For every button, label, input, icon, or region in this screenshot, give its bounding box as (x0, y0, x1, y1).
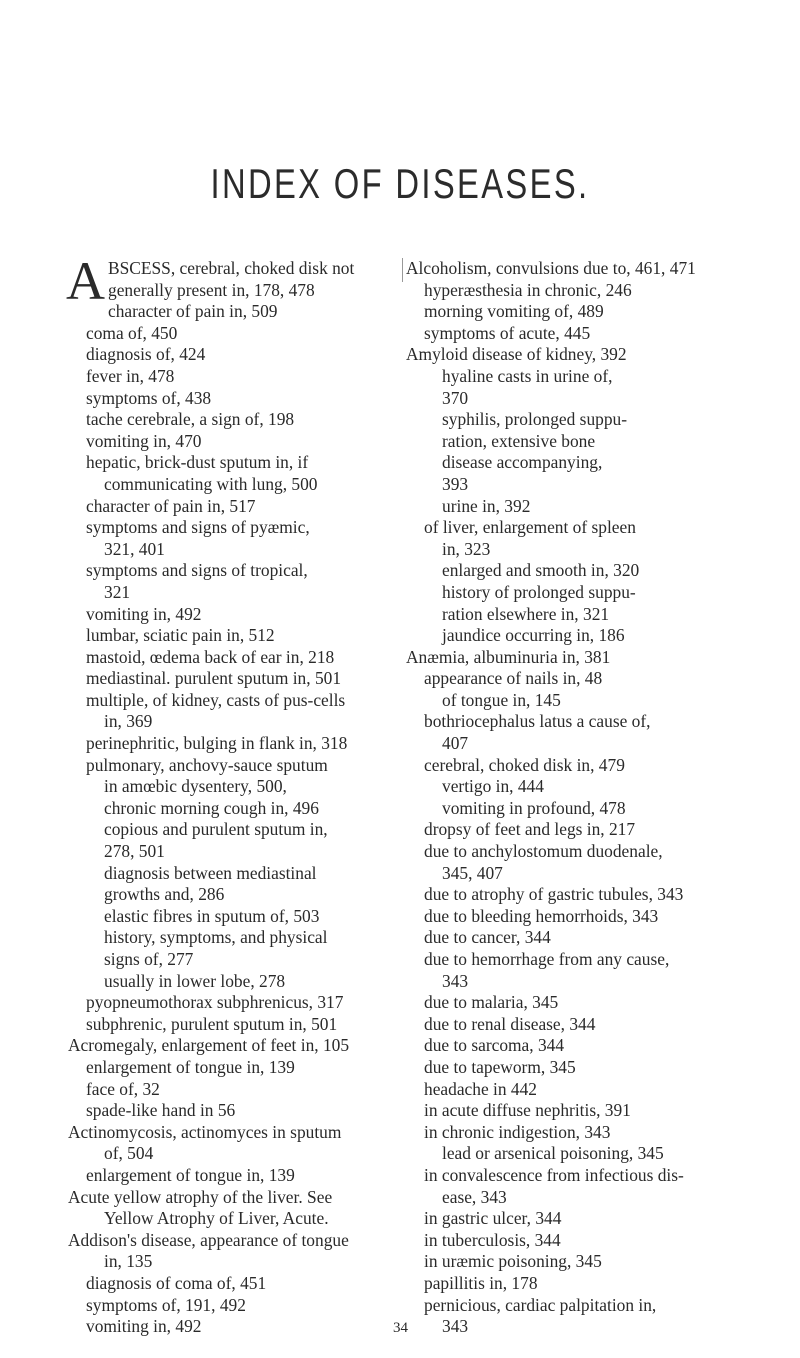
index-entry (68, 344, 400, 366)
index-entry (406, 647, 746, 669)
index-entry-text: multiple, of kidney, casts of pus-cells (86, 689, 346, 710)
index-entry-text: in tuberculosis, 344 (424, 1229, 561, 1250)
index-entry-text: 345, 407 (442, 862, 503, 883)
index-entry (406, 906, 746, 928)
index-entry-text: diagnosis between mediastinal (104, 862, 317, 883)
index-entry-text: 393 (442, 473, 469, 494)
index-entry (406, 1035, 746, 1057)
index-entry (68, 1295, 400, 1317)
index-entry (406, 344, 746, 366)
index-entry-text: enlargement of tongue in, 139 (86, 1056, 295, 1077)
index-entry-text: vomiting in, 470 (86, 430, 202, 451)
index-entry (406, 258, 746, 280)
index-entry (406, 668, 746, 690)
index-entry (68, 517, 400, 539)
index-entry-text: due to hemorrhage from any cause, (424, 949, 670, 969)
right-column (406, 258, 746, 1338)
index-entry-text: symptoms and signs of pyæmic, (86, 517, 310, 538)
index-entry-text: subphrenic, purulent sputum in, 501 (86, 1013, 338, 1034)
index-entry (68, 409, 400, 431)
index-entry (68, 301, 400, 323)
index-entry-text: in acute diffuse nephritis, 391 (424, 1100, 631, 1121)
index-entry-text: in uræmic poisoning, 345 (424, 1251, 602, 1272)
index-entry (68, 798, 400, 820)
index-entry-text: of tongue in, 145 (442, 689, 561, 710)
index-entry-text: Acute yellow atrophy of the liver. See (68, 1186, 333, 1207)
index-entry-text: in chronic indigestion, 343 (424, 1121, 611, 1142)
index-entry (406, 474, 746, 496)
index-entry (406, 798, 746, 820)
index-entry (68, 539, 400, 561)
index-entry-text: in amœbic dysentery, 500, (104, 776, 287, 797)
index-entry (406, 971, 746, 993)
index-entry-text: vomiting in, 492 (86, 1316, 202, 1337)
index-entry (406, 1251, 746, 1273)
index-entry-text: character of pain in, 509 (108, 301, 278, 322)
index-entry-text: syphilis, prolonged suppu- (442, 409, 628, 430)
index-entry (68, 927, 400, 949)
index-entry (406, 1100, 746, 1122)
index-entry (68, 280, 400, 302)
index-entry-text: of liver, enlargement of spleen (424, 517, 636, 538)
index-entry (406, 1057, 746, 1079)
index-entry-text: symptoms of, 438 (86, 387, 212, 408)
index-entry-text: Actinomycosis, actinomyces in sputum (68, 1121, 342, 1142)
index-entry (68, 1316, 400, 1338)
index-entry (68, 625, 400, 647)
index-entry-text: mediastinal. purulent sputum in, 501 (86, 668, 342, 689)
index-entry (406, 927, 746, 949)
index-entry (68, 1079, 400, 1101)
index-entry-text: Alcoholism, convulsions due to, 461, 471 (406, 258, 696, 278)
index-entry (406, 366, 746, 388)
index-entry (68, 1122, 400, 1144)
index-entry (68, 992, 400, 1014)
index-entry-text: perinephritic, bulging in flank in, 318 (86, 733, 348, 754)
index-entry-text: diagnosis of coma of, 451 (86, 1272, 267, 1293)
index-entry (68, 733, 400, 755)
index-entry (68, 841, 400, 863)
index-entry (406, 884, 746, 906)
index-entry (68, 366, 400, 388)
index-entry (68, 1251, 400, 1273)
index-entry (406, 863, 746, 885)
index-entry-text: due to anchylostomum duodenale, (424, 841, 663, 862)
index-entry (406, 1165, 746, 1187)
column-divider (402, 258, 403, 282)
index-entry-text: 321 (104, 581, 131, 602)
index-entry (68, 906, 400, 928)
index-entry (406, 690, 746, 712)
index-entry (68, 690, 400, 712)
index-entry-text: ease, 343 (442, 1186, 507, 1207)
index-entry (68, 711, 400, 733)
index-entry (68, 604, 400, 626)
index-entry-text: vomiting in profound, 478 (442, 797, 626, 818)
index-entry (68, 1165, 400, 1187)
index-entry-text: due to atrophy of gastric tubules, 343 (424, 884, 684, 905)
index-entry-text: vomiting in, 492 (86, 603, 202, 624)
index-entry-text: diagnosis of, 424 (86, 344, 206, 365)
index-entry-text: cerebral, choked disk in, 479 (424, 754, 625, 775)
index-entry (68, 971, 400, 993)
index-entry-text: in, 135 (104, 1251, 153, 1272)
index-entry (406, 733, 746, 755)
index-entry (406, 1187, 746, 1209)
index-entry-text: signs of, 277 (104, 949, 194, 969)
index-entry (406, 301, 746, 323)
index-entry-text: Yellow Atrophy of Liver, Acute. (104, 1208, 329, 1229)
index-entry (406, 841, 746, 863)
index-entry (406, 1316, 746, 1338)
index-entry-text: due to bleeding hemorrhoids, 343 (424, 905, 659, 926)
index-entry-text: pyopneumothorax subphrenicus, 317 (86, 992, 344, 1013)
index-entry-text: headache in 442 (424, 1078, 537, 1099)
index-entry (406, 1273, 746, 1295)
index-entry-text: jaundice occurring in, 186 (442, 625, 625, 646)
index-entry-text: in, 369 (104, 711, 153, 732)
index-entry (406, 431, 746, 453)
index-entry (68, 1143, 400, 1165)
index-entry (406, 711, 746, 733)
index-entry-text: dropsy of feet and legs in, 217 (424, 819, 636, 840)
index-entry-text: 407 (442, 733, 469, 754)
index-entry (68, 776, 400, 798)
index-entry (406, 1295, 746, 1317)
index-entry (406, 1014, 746, 1036)
index-entry (406, 755, 746, 777)
index-entry (406, 949, 746, 971)
index-entry (68, 323, 400, 345)
index-entry (406, 1079, 746, 1101)
index-entry-text: 370 (442, 387, 469, 408)
index-entry (406, 604, 746, 626)
page-title: INDEX OF DISEASES. (210, 160, 590, 207)
index-entry-text: hyaline casts in urine of, (442, 365, 613, 386)
index-entry (68, 1187, 400, 1209)
index-entry (406, 323, 746, 345)
index-entry (68, 1208, 400, 1230)
index-entry-text: ration, extensive bone (442, 430, 596, 451)
index-entry (68, 496, 400, 518)
index-entry-text: enlargement of tongue in, 139 (86, 1164, 295, 1185)
index-entry-text: lead or arsenical poisoning, 345 (442, 1143, 664, 1164)
page-number: 34 (393, 1320, 408, 1336)
index-entry-text: vertigo in, 444 (442, 776, 544, 797)
index-entry (406, 560, 746, 582)
index-entry (406, 280, 746, 302)
index-entry (406, 388, 746, 410)
index-entry-text: due to sarcoma, 344 (424, 1035, 565, 1056)
index-entry (406, 1122, 746, 1144)
index-entry (406, 452, 746, 474)
index-entry-text: morning vomiting of, 489 (424, 301, 604, 322)
index-entry-text: history of prolonged suppu- (442, 581, 636, 602)
index-entry-text: lumbar, sciatic pain in, 512 (86, 625, 275, 646)
index-entry-text: enlarged and smooth in, 320 (442, 560, 640, 581)
index-entry-text: face of, 32 (86, 1078, 160, 1099)
index-entry (68, 452, 400, 474)
index-entry-text: urine in, 392 (442, 495, 531, 516)
index-entry (68, 431, 400, 453)
index-entry-text: in gastric ulcer, 344 (424, 1208, 562, 1229)
index-entry-text: bothriocephalus latus a cause of, (424, 711, 651, 732)
index-entry-text: 343 (442, 1316, 469, 1337)
index-entry-text: spade-like hand in 56 (86, 1100, 236, 1121)
index-entry (406, 496, 746, 518)
index-entry-text: in convalescence from infectious dis- (424, 1164, 684, 1185)
index-entry (68, 582, 400, 604)
index-entry-text: BSCESS, cerebral, choked disk not (108, 258, 355, 278)
index-entry-text: Addison's disease, appearance of tongue (68, 1229, 349, 1250)
index-entry-text: communicating with lung, 500 (104, 473, 318, 494)
index-entry (68, 819, 400, 841)
index-entry-text: elastic fibres in sputum of, 503 (104, 905, 320, 926)
index-entry-text: generally present in, 178, 478 (108, 279, 315, 300)
index-entry-text: due to renal disease, 344 (424, 1013, 596, 1034)
index-entry (68, 1273, 400, 1295)
index-entry-text: 321, 401 (104, 538, 165, 559)
index-entry (406, 1143, 746, 1165)
index-entry-text: appearance of nails in, 48 (424, 668, 603, 689)
index-entry (68, 668, 400, 690)
index-entry (68, 863, 400, 885)
index-entry-text: character of pain in, 517 (86, 495, 256, 516)
index-entry-text: pulmonary, anchovy-sauce sputum (86, 754, 328, 775)
index-entry-text: history, symptoms, and physical (104, 927, 328, 948)
index-entry (406, 625, 746, 647)
index-entry-text: usually in lower lobe, 278 (104, 970, 286, 991)
index-entry-text: mastoid, œdema back of ear in, 218 (86, 646, 335, 667)
index-entry-text: due to cancer, 344 (424, 927, 551, 948)
index-entry-text: disease accompanying, (442, 452, 603, 473)
index-entry-text: symptoms and signs of tropical, (86, 560, 308, 581)
index-entry-text: pernicious, cardiac palpitation in, (424, 1294, 657, 1315)
index-entry (406, 1208, 746, 1230)
index-entry-text: papillitis in, 178 (424, 1272, 538, 1293)
index-entry-text: symptoms of, 191, 492 (86, 1294, 246, 1315)
index-entry-text: 278, 501 (104, 841, 165, 862)
index-entry (406, 992, 746, 1014)
index-entry (68, 755, 400, 777)
index-entry-text: Amyloid disease of kidney, 392 (406, 344, 627, 365)
index-entry (68, 1230, 400, 1252)
index-entry-text: fever in, 478 (86, 365, 175, 386)
index-entry (68, 1014, 400, 1036)
index-entry (68, 884, 400, 906)
index-entry-text: chronic morning cough in, 496 (104, 797, 319, 818)
left-column (66, 251, 400, 1338)
index-entry (406, 819, 746, 841)
index-entry-text: Acromegaly, enlargement of feet in, 105 (68, 1035, 350, 1056)
index-entry-text: symptoms of acute, 445 (424, 322, 591, 343)
index-entry-text: copious and purulent sputum in, (104, 819, 328, 840)
index-entry (406, 776, 746, 798)
index-entry (68, 1100, 400, 1122)
index-entry (406, 517, 746, 539)
index-entry-text: due to tapeworm, 345 (424, 1056, 576, 1077)
index-entry-text: growths and, 286 (104, 884, 225, 905)
index-entry (68, 1035, 400, 1057)
index-entry-text: coma of, 450 (86, 322, 178, 343)
index-entry-text: in, 323 (442, 538, 491, 559)
index-entry-text: tache cerebrale, a sign of, 198 (86, 409, 295, 430)
index-entry-text: hepatic, brick-dust sputum in, if (86, 452, 309, 473)
index-entry-text: ration elsewhere in, 321 (442, 603, 610, 624)
index-entry (68, 388, 400, 410)
index-entry (406, 1230, 746, 1252)
index-entry-text: of, 504 (104, 1143, 154, 1164)
index-entry (406, 582, 746, 604)
index-entry-text: 343 (442, 970, 469, 991)
index-entry (68, 474, 400, 496)
index-entry (68, 1057, 400, 1079)
index-entry (406, 409, 746, 431)
drop-cap: A (66, 251, 105, 311)
index-entry-text: hyperæsthesia in chronic, 246 (424, 279, 632, 300)
index-entry-text: Anæmia, albuminuria in, 381 (406, 646, 611, 667)
index-entry (68, 647, 400, 669)
index-entry (406, 539, 746, 561)
index-entry-text: due to malaria, 345 (424, 992, 559, 1013)
index-entry (68, 949, 400, 971)
index-entry (68, 560, 400, 582)
